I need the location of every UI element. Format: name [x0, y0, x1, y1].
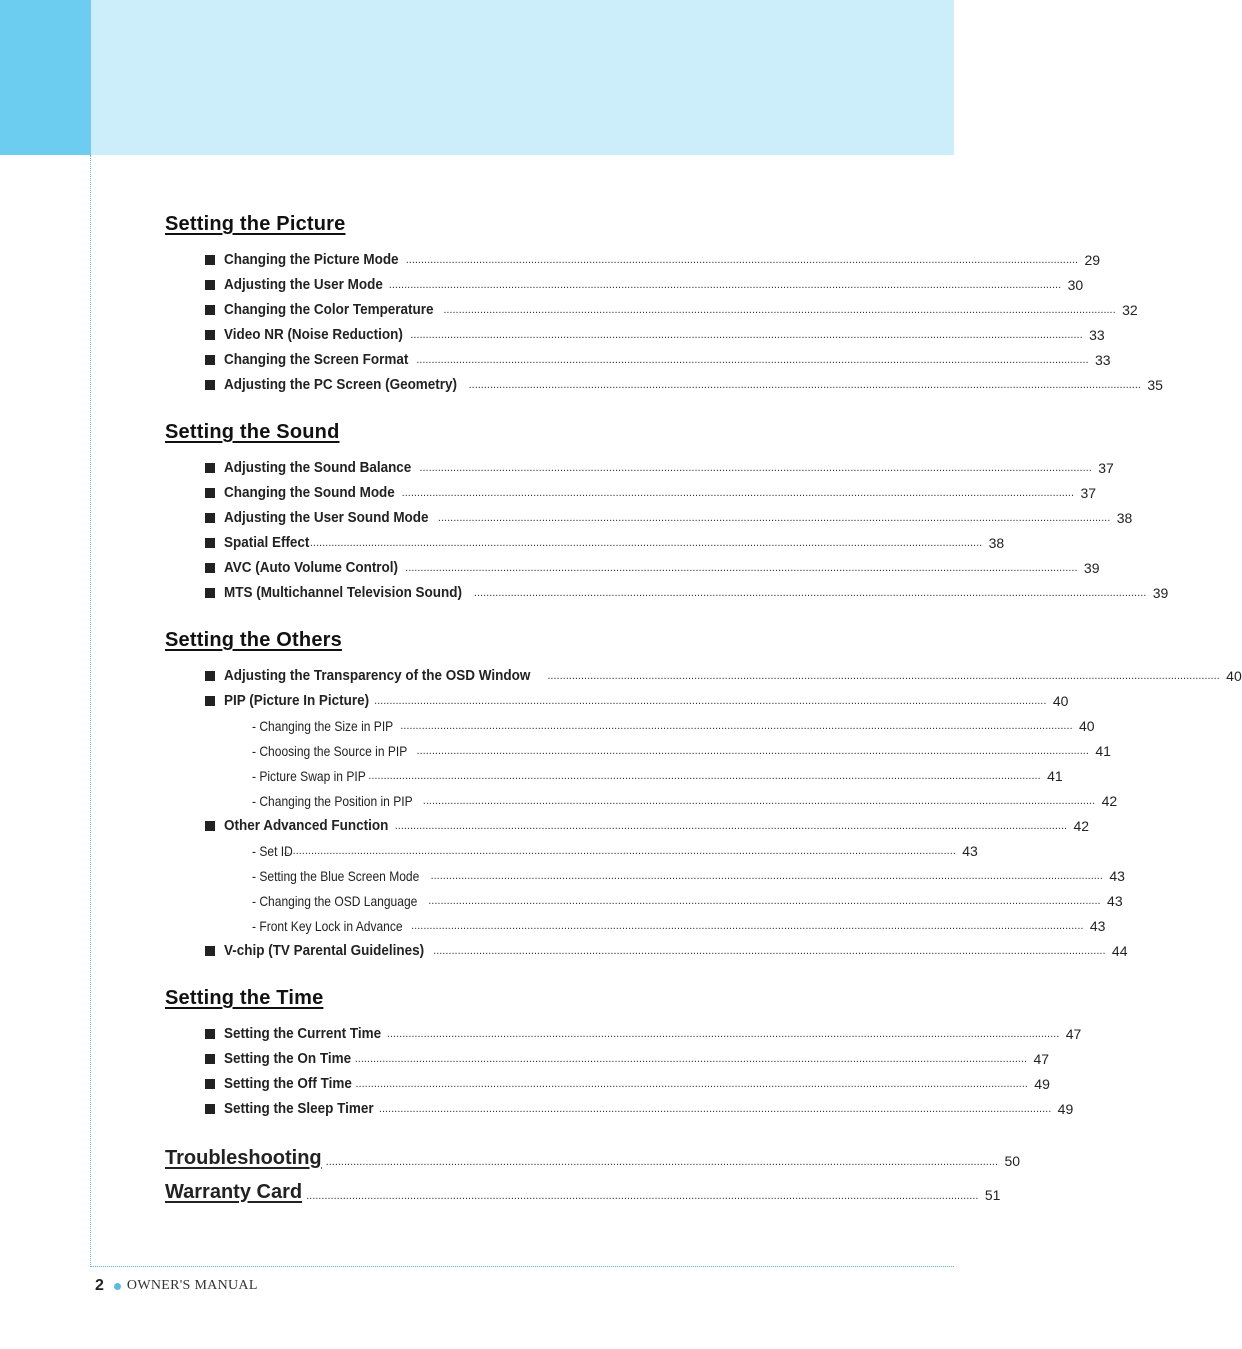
square-bullet-icon — [205, 696, 215, 706]
leader-dots: ............................................................................................................................................................................................................................ — [306, 1190, 979, 1202]
square-bullet-icon — [205, 821, 215, 831]
leader-dots: ............................................................................................................................................................................................................................ — [428, 894, 1101, 907]
leader-dots: ............................................................................................................................................................................................................................ — [416, 353, 1089, 366]
entry-label[interactable]: Adjusting the PC Screen (Geometry) — [224, 376, 458, 393]
entry-label[interactable]: Setting the On Time — [224, 1050, 352, 1067]
entry-page-number: 35 — [1147, 376, 1163, 393]
leader-dots: ............................................................................................................................................................................................................................ — [419, 461, 1092, 474]
toc-entry[interactable] — [165, 372, 1163, 397]
entry-page-number: 30 — [1067, 276, 1084, 293]
entry-page-number: 43 — [1109, 867, 1125, 884]
toc-subentry[interactable] — [165, 838, 978, 863]
entry-page-number: 39 — [1152, 584, 1169, 601]
entry-page-number: 41 — [1095, 742, 1111, 759]
leader-dots: ............................................................................................................................................................................................................................ — [411, 919, 1084, 932]
toc-entry[interactable] — [165, 1071, 1050, 1096]
toc-subentry[interactable] — [165, 888, 1123, 913]
square-bullet-icon — [205, 380, 215, 390]
square-bullet-icon — [205, 1079, 215, 1089]
entry-label[interactable]: - Setting the Blue Screen Mode — [252, 867, 420, 884]
entry-label[interactable]: Setting the Off Time — [224, 1075, 352, 1092]
toc-entry[interactable] — [165, 1096, 1074, 1121]
entry-page-number: 42 — [1073, 817, 1090, 834]
leader-dots: ............................................................................................................................................................................................................................ — [388, 278, 1062, 291]
leader-dots: ............................................................................................................................................................................................................................ — [410, 328, 1083, 341]
toc-subentry[interactable] — [165, 913, 1106, 938]
entry-page-number: 43 — [962, 842, 978, 859]
toc-entry[interactable] — [165, 322, 1105, 347]
entry-label[interactable]: Changing the Screen Format — [224, 351, 409, 368]
spacer — [165, 1121, 842, 1141]
entry-label[interactable]: Spatial Effect — [224, 534, 310, 551]
entry-page-number: 49 — [1057, 1100, 1074, 1117]
leader-dots: ............................................................................................................................................................................................................................ — [368, 769, 1041, 782]
entry-label[interactable]: Changing the Picture Mode — [224, 251, 399, 268]
leader-dots: ............................................................................................................................................................................................................................ — [473, 586, 1147, 599]
entry-page-number: 29 — [1084, 251, 1101, 268]
toc-subentry[interactable] — [165, 763, 1063, 788]
toc-entry[interactable] — [165, 1021, 1082, 1046]
entry-label[interactable]: Other Advanced Function — [224, 817, 389, 834]
leader-dots: ............................................................................................................................................................................................................................ — [405, 253, 1079, 266]
entry-label[interactable]: - Choosing the Source in PIP — [252, 742, 408, 759]
header-band-dark — [0, 0, 91, 155]
leader-dots: ............................................................................................................................................................................................................................ — [443, 303, 1116, 316]
square-bullet-icon — [205, 255, 215, 265]
spacer — [165, 397, 842, 417]
bullet-dot-icon — [114, 1283, 121, 1290]
entry-label[interactable]: V-chip (TV Parental Guidelines) — [224, 942, 425, 959]
entry-label[interactable]: Adjusting the Transparency of the OSD Window — [224, 667, 531, 684]
entry-label[interactable]: Adjusting the Sound Balance — [224, 459, 412, 476]
troubleshooting-page: 50 — [1004, 1153, 1021, 1169]
leader-dots: ............................................................................................................................................................................................................................ — [355, 1077, 1028, 1090]
leader-dots: ............................................................................................................................................................................................................................ — [401, 486, 1075, 499]
entry-page-number: 47 — [1065, 1025, 1082, 1042]
entry-page-number: 32 — [1122, 301, 1138, 318]
toc-entry[interactable] — [165, 480, 1097, 505]
toc-entry[interactable] — [165, 530, 1005, 555]
leader-dots: ............................................................................................................................................................................................................................ — [309, 536, 983, 549]
entry-page-number: 38 — [988, 534, 1005, 551]
spacer — [165, 447, 842, 455]
entry-page-number: 40 — [1226, 667, 1242, 684]
toc-subentry[interactable] — [165, 738, 1111, 763]
leader-dots: ............................................................................................................................................................................................................................ — [283, 844, 956, 857]
entry-label[interactable]: - Front Key Lock in Advance — [252, 917, 403, 934]
entry-label[interactable]: - Picture Swap in PIP — [252, 767, 366, 784]
entry-label[interactable]: - Changing the OSD Language — [252, 892, 418, 909]
entry-label[interactable]: Setting the Current Time — [224, 1025, 382, 1042]
toc-entry[interactable] — [165, 455, 1114, 480]
entry-label[interactable]: - Set ID — [252, 842, 293, 859]
entry-page-number: 33 — [1094, 351, 1111, 368]
square-bullet-icon — [205, 513, 215, 523]
entry-page-number: 43 — [1089, 917, 1106, 934]
entry-label[interactable]: PIP (Picture In Picture) — [224, 692, 370, 709]
section-heading[interactable]: Setting the Sound — [165, 421, 340, 443]
toc-entry[interactable] — [165, 297, 1138, 322]
entry-label[interactable]: Changing the Color Temperature — [224, 301, 434, 318]
square-bullet-icon — [205, 1054, 215, 1064]
toc-sections — [165, 209, 1242, 1141]
entry-label[interactable]: MTS (Multichannel Television Sound) — [224, 584, 462, 601]
leader-dots: ............................................................................................................................................................................................................................ — [374, 694, 1047, 707]
entry-page-number: 49 — [1034, 1075, 1050, 1092]
leader-dots: ............................................................................................................................................................................................................................ — [416, 744, 1089, 757]
entry-page-number: 37 — [1098, 459, 1114, 476]
toc-entry[interactable] — [165, 1046, 1050, 1071]
entry-page-number: 43 — [1107, 892, 1123, 909]
spacer — [165, 963, 842, 983]
square-bullet-icon — [205, 563, 215, 573]
leader-dots: ............................................................................................................................................................................................................................ — [433, 944, 1106, 957]
margin-line-vertical — [90, 155, 91, 1267]
toc-entry-warranty[interactable] — [165, 1175, 1001, 1209]
spacer — [165, 655, 842, 663]
leader-dots: ............................................................................................................................................................................................................................ — [468, 378, 1141, 391]
square-bullet-icon — [205, 355, 215, 365]
leader-dots: ............................................................................................................................................................................................................................ — [354, 1052, 1028, 1065]
toc-entry[interactable] — [165, 813, 1090, 838]
leader-dots: ............................................................................................................................................................................................................................ — [422, 794, 1096, 807]
entry-page-number: 42 — [1101, 792, 1118, 809]
entry-label[interactable]: Adjusting the User Sound Mode — [224, 509, 429, 526]
page-number: 2 — [95, 1277, 104, 1294]
toc-entry-troubleshooting[interactable] — [165, 1141, 1021, 1175]
spacer — [165, 239, 842, 247]
table-of-contents — [165, 209, 1242, 1209]
toc-entry[interactable] — [165, 663, 1242, 688]
entry-label[interactable]: - Changing the Size in PIP — [252, 717, 394, 734]
entry-page-number: 47 — [1033, 1050, 1050, 1067]
entry-label[interactable]: Adjusting the User Mode — [224, 276, 383, 293]
toc-entry[interactable] — [165, 555, 1100, 580]
section-heading[interactable]: Setting the Time — [165, 987, 324, 1009]
square-bullet-icon — [205, 488, 215, 498]
entry-page-number: 41 — [1047, 767, 1063, 784]
page-footer — [95, 1277, 258, 1295]
entry-page-number: 40 — [1079, 717, 1095, 734]
toc-subentry[interactable] — [165, 863, 1125, 888]
entry-label[interactable]: AVC (Auto Volume Control) — [224, 559, 399, 576]
spacer — [165, 1013, 842, 1021]
entry-page-number: 37 — [1080, 484, 1097, 501]
footer-title: OWNER'S MANUAL — [126, 1278, 258, 1293]
square-bullet-icon — [205, 1104, 215, 1114]
square-bullet-icon — [205, 305, 215, 315]
warranty-title[interactable]: Warranty Card — [165, 1180, 303, 1203]
section-heading[interactable]: Setting the Others — [165, 629, 342, 651]
square-bullet-icon — [205, 946, 215, 956]
toc-entry[interactable] — [165, 347, 1111, 372]
entry-label[interactable]: Video NR (Noise Reduction) — [224, 326, 403, 343]
entry-page-number: 33 — [1089, 326, 1105, 343]
square-bullet-icon — [205, 588, 215, 598]
leader-dots: ............................................................................................................................................................................................................................ — [430, 869, 1103, 882]
entry-label[interactable]: - Changing the Position in PIP — [252, 792, 413, 809]
troubleshooting-title[interactable]: Troubleshooting — [165, 1146, 322, 1169]
square-bullet-icon — [205, 538, 215, 548]
square-bullet-icon — [205, 280, 215, 290]
toc-entry[interactable] — [165, 272, 1084, 297]
toc-entry[interactable] — [165, 580, 1169, 605]
square-bullet-icon — [205, 1029, 215, 1039]
toc-entry[interactable] — [165, 247, 1101, 272]
leader-dots: ............................................................................................................................................................................................................................ — [325, 1156, 999, 1168]
leader-dots: ............................................................................................................................................................................................................................ — [405, 561, 1078, 574]
spacer — [165, 605, 842, 625]
entry-page-number: 40 — [1052, 692, 1069, 709]
header-band-light — [91, 0, 954, 155]
entry-page-number: 38 — [1116, 509, 1133, 526]
margin-line-horizontal — [90, 1266, 954, 1267]
entry-label[interactable]: Changing the Sound Mode — [224, 484, 395, 501]
entry-page-number: 39 — [1083, 559, 1100, 576]
section-heading[interactable]: Setting the Picture — [165, 213, 346, 235]
square-bullet-icon — [205, 671, 215, 681]
toc-entry[interactable] — [165, 938, 1128, 963]
entry-page-number: 44 — [1111, 942, 1128, 959]
toc-entry[interactable] — [165, 505, 1133, 530]
entry-label[interactable]: Setting the Sleep Timer — [224, 1100, 374, 1117]
leader-dots: ............................................................................................................................................................................................................................ — [547, 669, 1220, 682]
toc-entry[interactable] — [165, 688, 1069, 713]
leader-dots: ............................................................................................................................................................................................................................ — [378, 1102, 1052, 1115]
square-bullet-icon — [205, 463, 215, 473]
leader-dots: ............................................................................................................................................................................................................................ — [386, 1027, 1060, 1040]
square-bullet-icon — [205, 330, 215, 340]
leader-dots: ............................................................................................................................................................................................................................ — [437, 511, 1111, 524]
toc-subentry[interactable] — [165, 713, 1095, 738]
warranty-page: 51 — [984, 1187, 1001, 1203]
leader-dots: ............................................................................................................................................................................................................................ — [400, 719, 1073, 732]
toc-subentry[interactable] — [165, 788, 1118, 813]
leader-dots: ............................................................................................................................................................................................................................ — [394, 819, 1068, 832]
